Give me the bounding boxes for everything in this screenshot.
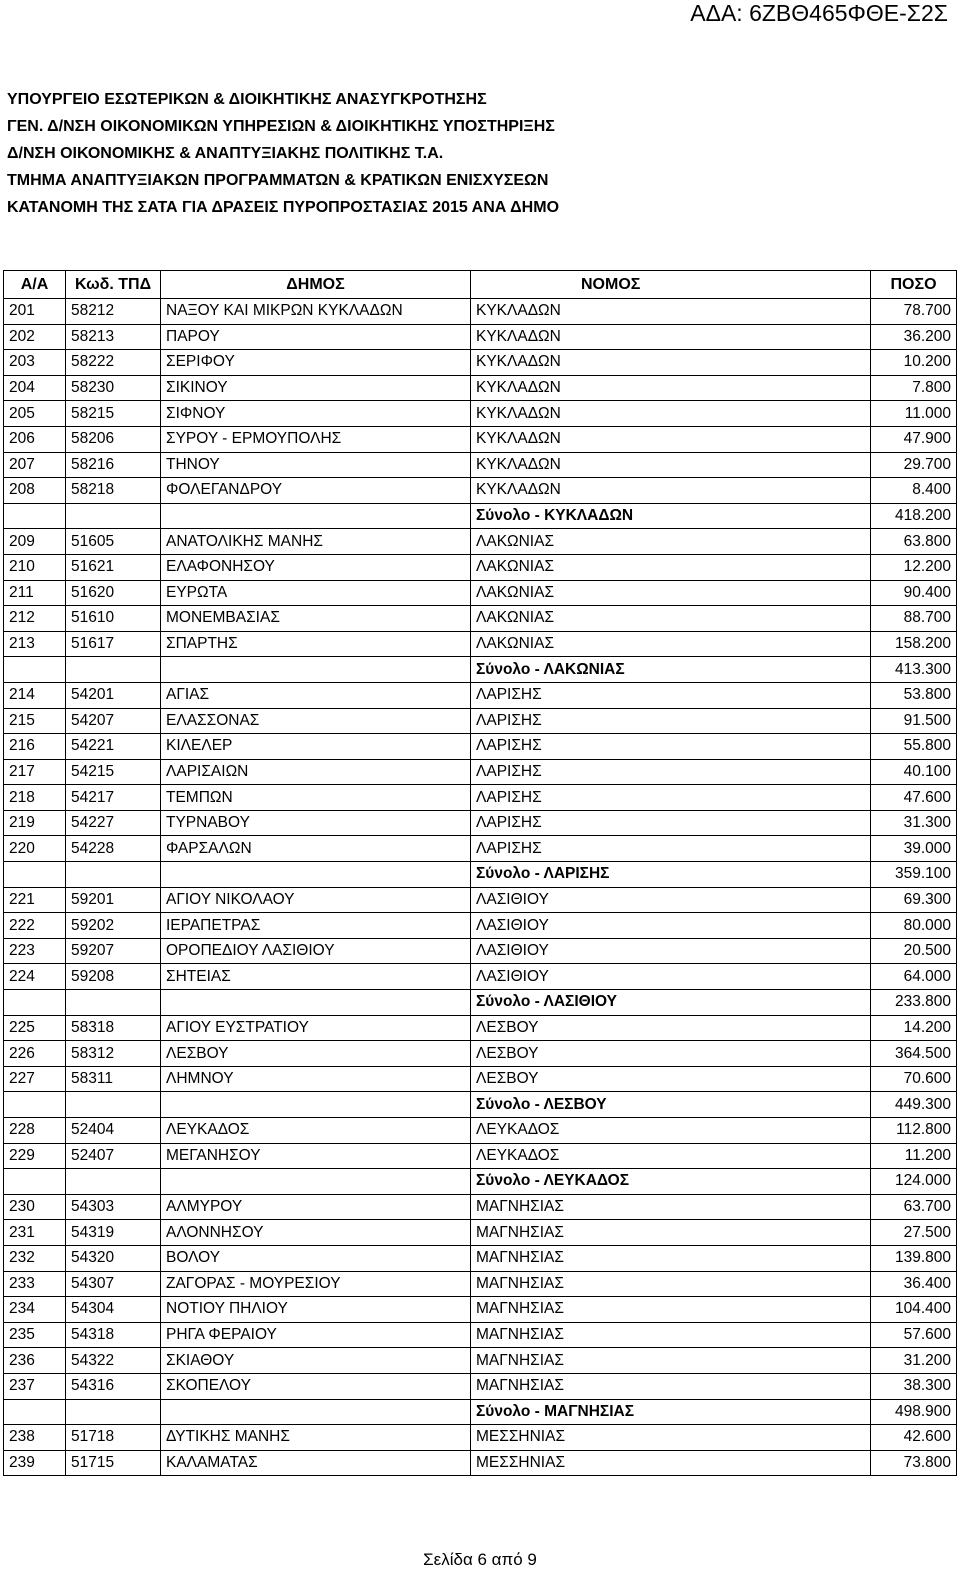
empty-cell <box>66 862 161 888</box>
header-line-ministry: ΥΠΟΥΡΓΕΙΟ ΕΣΩΤΕΡΙΚΩΝ & ΔΙΟΙΚΗΤΙΚΗΣ ΑΝΑΣΥΓΚΡΟΤΗΣΗΣ <box>7 91 487 108</box>
cell-amount: 88.700 <box>871 606 957 632</box>
cell-nomos: ΛΑΣΙΘΙΟΥ <box>471 887 871 913</box>
cell-code: 54307 <box>66 1271 161 1297</box>
cell-nomos: ΚΥΚΛΑΔΩΝ <box>471 299 871 325</box>
cell-amount: 29.700 <box>871 452 957 478</box>
cell-amount: 158.200 <box>871 631 957 657</box>
table-row <box>4 938 957 964</box>
cell-nomos: ΚΥΚΛΑΔΩΝ <box>471 401 871 427</box>
table-row <box>4 964 957 990</box>
table-row <box>4 401 957 427</box>
cell-code: 51605 <box>66 529 161 555</box>
table-row <box>4 1245 957 1271</box>
cell-amount: 63.700 <box>871 1194 957 1220</box>
cell-code: 59207 <box>66 938 161 964</box>
cell-dimos: ΑΝΑΤΟΛΙΚΗΣ ΜΑΝΗΣ <box>161 529 471 555</box>
cell-amount: 53.800 <box>871 682 957 708</box>
cell-amount: 31.300 <box>871 810 957 836</box>
cell-dimos: ΣΚΙΑΘΟΥ <box>161 1348 471 1374</box>
cell-amount: 139.800 <box>871 1245 957 1271</box>
cell-nomos: ΛΑΚΩΝΙΑΣ <box>471 529 871 555</box>
table-row <box>4 785 957 811</box>
empty-cell <box>4 503 66 529</box>
cell-nomos: ΛΕΥΚΑΔΟΣ <box>471 1118 871 1144</box>
cell-code: 54303 <box>66 1194 161 1220</box>
cell-dimos: ΣΠΑΡΤΗΣ <box>161 631 471 657</box>
cell-code: 59201 <box>66 887 161 913</box>
cell-amount: 90.400 <box>871 580 957 606</box>
subtotal-amount: 233.800 <box>871 990 957 1016</box>
cell-nomos: ΜΕΣΣΗΝΙΑΣ <box>471 1425 871 1451</box>
cell-nomos: ΛΕΣΒΟΥ <box>471 1066 871 1092</box>
cell-aa: 211 <box>4 580 66 606</box>
cell-amount: 55.800 <box>871 734 957 760</box>
table-row <box>4 299 957 325</box>
cell-amount: 10.200 <box>871 350 957 376</box>
cell-amount: 36.400 <box>871 1271 957 1297</box>
cell-aa: 213 <box>4 631 66 657</box>
cell-code: 51621 <box>66 554 161 580</box>
cell-nomos: ΛΑΡΙΣΗΣ <box>471 810 871 836</box>
cell-dimos: ΙΕΡΑΠΕΤΡΑΣ <box>161 913 471 939</box>
cell-dimos: ΣΚΟΠΕΛΟΥ <box>161 1373 471 1399</box>
empty-cell <box>4 862 66 888</box>
cell-code: 58218 <box>66 478 161 504</box>
table-row <box>4 913 957 939</box>
cell-dimos: ΤΗΝΟΥ <box>161 452 471 478</box>
cell-code: 58213 <box>66 324 161 350</box>
cell-nomos: ΛΑΣΙΘΙΟΥ <box>471 913 871 939</box>
cell-code: 58222 <box>66 350 161 376</box>
subtotal-row <box>4 862 957 888</box>
table-row <box>4 350 957 376</box>
cell-dimos: ΜΟΝΕΜΒΑΣΙΑΣ <box>161 606 471 632</box>
cell-aa: 206 <box>4 426 66 452</box>
table-row <box>4 1041 957 1067</box>
cell-nomos: ΛΑΚΩΝΙΑΣ <box>471 606 871 632</box>
cell-nomos: ΛΑΚΩΝΙΑΣ <box>471 631 871 657</box>
table-row <box>4 1143 957 1169</box>
cell-nomos: ΜΑΓΝΗΣΙΑΣ <box>471 1297 871 1323</box>
cell-dimos: ΛΑΡΙΣΑΙΩΝ <box>161 759 471 785</box>
cell-dimos: ΤΥΡΝΑΒΟΥ <box>161 810 471 836</box>
cell-aa: 217 <box>4 759 66 785</box>
cell-dimos: ΑΛΜΥΡΟΥ <box>161 1194 471 1220</box>
cell-nomos: ΜΑΓΝΗΣΙΑΣ <box>471 1194 871 1220</box>
cell-code: 58318 <box>66 1015 161 1041</box>
cell-aa: 216 <box>4 734 66 760</box>
cell-aa: 205 <box>4 401 66 427</box>
cell-aa: 218 <box>4 785 66 811</box>
cell-nomos: ΛΑΡΙΣΗΣ <box>471 785 871 811</box>
table-row <box>4 836 957 862</box>
cell-amount: 64.000 <box>871 964 957 990</box>
cell-amount: 20.500 <box>871 938 957 964</box>
cell-aa: 202 <box>4 324 66 350</box>
subtotal-amount: 418.200 <box>871 503 957 529</box>
table-row <box>4 478 957 504</box>
cell-aa: 208 <box>4 478 66 504</box>
table-row <box>4 452 957 478</box>
column-header-nomos: ΝΟΜΟΣ <box>471 271 871 299</box>
cell-amount: 112.800 <box>871 1118 957 1144</box>
table-row <box>4 708 957 734</box>
cell-code: 54215 <box>66 759 161 785</box>
empty-cell <box>161 1169 471 1195</box>
column-header-poso: ΠΟΣΟ <box>871 271 957 299</box>
cell-code: 58216 <box>66 452 161 478</box>
cell-dimos: ΣΗΤΕΙΑΣ <box>161 964 471 990</box>
empty-cell <box>66 1092 161 1118</box>
cell-amount: 63.800 <box>871 529 957 555</box>
empty-cell <box>66 1169 161 1195</box>
table-row <box>4 682 957 708</box>
empty-cell <box>161 1092 471 1118</box>
table-row <box>4 606 957 632</box>
cell-aa: 221 <box>4 887 66 913</box>
cell-nomos: ΚΥΚΛΑΔΩΝ <box>471 375 871 401</box>
cell-dimos: ΦΑΡΣΑΛΩΝ <box>161 836 471 862</box>
table-row <box>4 324 957 350</box>
cell-aa: 210 <box>4 554 66 580</box>
cell-nomos: ΚΥΚΛΑΔΩΝ <box>471 350 871 376</box>
table-row <box>4 1348 957 1374</box>
table-row <box>4 1450 957 1476</box>
cell-nomos: ΚΥΚΛΑΔΩΝ <box>471 426 871 452</box>
cell-aa: 203 <box>4 350 66 376</box>
subtotal-row <box>4 1399 957 1425</box>
cell-code: 59202 <box>66 913 161 939</box>
cell-nomos: ΜΑΓΝΗΣΙΑΣ <box>471 1245 871 1271</box>
empty-cell <box>4 990 66 1016</box>
table-row <box>4 734 957 760</box>
cell-nomos: ΛΕΣΒΟΥ <box>471 1041 871 1067</box>
table-header-row <box>4 271 957 299</box>
cell-nomos: ΛΑΣΙΘΙΟΥ <box>471 938 871 964</box>
cell-dimos: ΛΕΣΒΟΥ <box>161 1041 471 1067</box>
table-row <box>4 1322 957 1348</box>
cell-aa: 222 <box>4 913 66 939</box>
cell-amount: 104.400 <box>871 1297 957 1323</box>
document-title: ΚΑΤΑΝΟΜΗ ΤΗΣ ΣΑΤΑ ΓΙΑ ΔΡΑΣΕΙΣ ΠΥΡΟΠΡΟΣΤΑΣΙΑΣ 2015 ΑΝΑ ΔΗΜΟ <box>7 199 560 216</box>
cell-amount: 47.900 <box>871 426 957 452</box>
cell-code: 51610 <box>66 606 161 632</box>
cell-dimos: ΛΕΥΚΑΔΟΣ <box>161 1118 471 1144</box>
cell-code: 54227 <box>66 810 161 836</box>
cell-amount: 73.800 <box>871 1450 957 1476</box>
empty-cell <box>161 657 471 683</box>
cell-amount: 12.200 <box>871 554 957 580</box>
table-row <box>4 1297 957 1323</box>
cell-code: 51715 <box>66 1450 161 1476</box>
cell-dimos: ΦΟΛΕΓΑΝΔΡΟΥ <box>161 478 471 504</box>
subtotal-row <box>4 657 957 683</box>
cell-amount: 38.300 <box>871 1373 957 1399</box>
cell-amount: 27.500 <box>871 1220 957 1246</box>
column-header-aa: Α/Α <box>4 271 66 299</box>
table-row <box>4 1271 957 1297</box>
cell-code: 58215 <box>66 401 161 427</box>
table-row <box>4 375 957 401</box>
cell-aa: 215 <box>4 708 66 734</box>
cell-amount: 364.500 <box>871 1041 957 1067</box>
cell-amount: 14.200 <box>871 1015 957 1041</box>
cell-aa: 233 <box>4 1271 66 1297</box>
cell-dimos: ΑΓΙΟΥ ΕΥΣΤΡΑΤΙΟΥ <box>161 1015 471 1041</box>
table-row <box>4 759 957 785</box>
subtotal-row <box>4 1169 957 1195</box>
cell-code: 58206 <box>66 426 161 452</box>
cell-amount: 7.800 <box>871 375 957 401</box>
cell-dimos: ΣΕΡΙΦΟΥ <box>161 350 471 376</box>
cell-aa: 212 <box>4 606 66 632</box>
cell-amount: 78.700 <box>871 299 957 325</box>
subtotal-label: Σύνολο - ΜΑΓΝΗΣΙΑΣ <box>471 1399 871 1425</box>
cell-nomos: ΚΥΚΛΑΔΩΝ <box>471 324 871 350</box>
cell-amount: 11.200 <box>871 1143 957 1169</box>
cell-nomos: ΜΑΓΝΗΣΙΑΣ <box>471 1220 871 1246</box>
cell-code: 54316 <box>66 1373 161 1399</box>
subtotal-amount: 124.000 <box>871 1169 957 1195</box>
cell-dimos: ΚΙΛΕΛΕΡ <box>161 734 471 760</box>
column-header-code: Κωδ. ΤΠΔ <box>66 271 161 299</box>
cell-nomos: ΜΑΓΝΗΣΙΑΣ <box>471 1322 871 1348</box>
cell-nomos: ΛΑΚΩΝΙΑΣ <box>471 580 871 606</box>
cell-amount: 42.600 <box>871 1425 957 1451</box>
cell-nomos: ΜΑΓΝΗΣΙΑΣ <box>471 1271 871 1297</box>
cell-amount: 8.400 <box>871 478 957 504</box>
cell-amount: 39.000 <box>871 836 957 862</box>
cell-code: 52404 <box>66 1118 161 1144</box>
table-row <box>4 1220 957 1246</box>
cell-dimos: ΝΟΤΙΟΥ ΠΗΛΙΟΥ <box>161 1297 471 1323</box>
cell-dimos: ΤΕΜΠΩΝ <box>161 785 471 811</box>
cell-aa: 230 <box>4 1194 66 1220</box>
empty-cell <box>161 503 471 529</box>
cell-dimos: ΠΑΡΟΥ <box>161 324 471 350</box>
subtotal-label: Σύνολο - ΚΥΚΛΑΔΩΝ <box>471 503 871 529</box>
cell-aa: 224 <box>4 964 66 990</box>
cell-dimos: ΛΗΜΝΟΥ <box>161 1066 471 1092</box>
cell-aa: 226 <box>4 1041 66 1067</box>
table-body <box>4 299 957 1476</box>
cell-dimos: ΣΙΦΝΟΥ <box>161 401 471 427</box>
subtotal-row <box>4 503 957 529</box>
cell-amount: 91.500 <box>871 708 957 734</box>
table-row <box>4 810 957 836</box>
cell-aa: 223 <box>4 938 66 964</box>
cell-aa: 219 <box>4 810 66 836</box>
cell-nomos: ΜΑΓΝΗΣΙΑΣ <box>471 1373 871 1399</box>
cell-aa: 235 <box>4 1322 66 1348</box>
empty-cell <box>4 1169 66 1195</box>
cell-dimos: ΑΓΙΑΣ <box>161 682 471 708</box>
cell-code: 54320 <box>66 1245 161 1271</box>
cell-dimos: ΒΟΛΟΥ <box>161 1245 471 1271</box>
cell-dimos: ΖΑΓΟΡΑΣ - ΜΟΥΡΕΣΙΟΥ <box>161 1271 471 1297</box>
cell-code: 51718 <box>66 1425 161 1451</box>
cell-aa: 232 <box>4 1245 66 1271</box>
cell-dimos: ΔΥΤΙΚΗΣ ΜΑΝΗΣ <box>161 1425 471 1451</box>
cell-code: 51617 <box>66 631 161 657</box>
cell-nomos: ΚΥΚΛΑΔΩΝ <box>471 452 871 478</box>
table-row <box>4 529 957 555</box>
cell-aa: 204 <box>4 375 66 401</box>
empty-cell <box>161 990 471 1016</box>
subtotal-label: Σύνολο - ΛΑΚΩΝΙΑΣ <box>471 657 871 683</box>
ada-code: ΑΔΑ: 6ΖΒΘ465ΦΘΕ-Σ2Σ <box>690 0 948 26</box>
cell-dimos: ΑΓΙΟΥ ΝΙΚΟΛΑΟΥ <box>161 887 471 913</box>
table-row <box>4 1194 957 1220</box>
column-header-dimos: ΔΗΜΟΣ <box>161 271 471 299</box>
table-row <box>4 1373 957 1399</box>
cell-aa: 234 <box>4 1297 66 1323</box>
cell-nomos: ΛΑΣΙΘΙΟΥ <box>471 964 871 990</box>
cell-dimos: ΝΑΞΟΥ ΚΑΙ ΜΙΚΡΩΝ ΚΥΚΛΑΔΩΝ <box>161 299 471 325</box>
cell-aa: 237 <box>4 1373 66 1399</box>
empty-cell <box>66 503 161 529</box>
cell-aa: 238 <box>4 1425 66 1451</box>
cell-amount: 80.000 <box>871 913 957 939</box>
cell-dimos: ΚΑΛΑΜΑΤΑΣ <box>161 1450 471 1476</box>
allocation-table <box>3 270 957 1476</box>
cell-amount: 47.600 <box>871 785 957 811</box>
table-row <box>4 1015 957 1041</box>
cell-nomos: ΛΑΡΙΣΗΣ <box>471 759 871 785</box>
cell-nomos: ΛΑΡΙΣΗΣ <box>471 682 871 708</box>
cell-aa: 228 <box>4 1118 66 1144</box>
cell-dimos: ΜΕΓΑΝΗΣΟΥ <box>161 1143 471 1169</box>
cell-code: 58230 <box>66 375 161 401</box>
cell-dimos: ΕΛΑΦΟΝΗΣΟΥ <box>161 554 471 580</box>
cell-nomos: ΚΥΚΛΑΔΩΝ <box>471 478 871 504</box>
cell-aa: 207 <box>4 452 66 478</box>
cell-aa: 236 <box>4 1348 66 1374</box>
subtotal-label: Σύνολο - ΛΑΣΙΘΙΟΥ <box>471 990 871 1016</box>
empty-cell <box>4 1399 66 1425</box>
page-number: Σελίδα 6 από 9 <box>423 1550 537 1569</box>
cell-aa: 209 <box>4 529 66 555</box>
cell-aa: 239 <box>4 1450 66 1476</box>
cell-code: 58212 <box>66 299 161 325</box>
cell-dimos: ΟΡΟΠΕΔΙΟΥ ΛΑΣΙΘΙΟΥ <box>161 938 471 964</box>
cell-code: 54322 <box>66 1348 161 1374</box>
cell-amount: 57.600 <box>871 1322 957 1348</box>
cell-code: 54319 <box>66 1220 161 1246</box>
cell-code: 51620 <box>66 580 161 606</box>
cell-dimos: ΕΥΡΩΤΑ <box>161 580 471 606</box>
table-row <box>4 554 957 580</box>
header-line-directorate: Δ/ΝΣΗ ΟΙΚΟΝΟΜΙΚΗΣ & ΑΝΑΠΤΥΞΙΑΚΗΣ ΠΟΛΙΤΙΚΗΣ Τ.Α. <box>7 145 444 162</box>
table-row <box>4 631 957 657</box>
cell-dimos: ΡΗΓΑ ΦΕΡΑΙΟΥ <box>161 1322 471 1348</box>
subtotal-label: Σύνολο - ΛΑΡΙΣΗΣ <box>471 862 871 888</box>
cell-aa: 227 <box>4 1066 66 1092</box>
cell-code: 54304 <box>66 1297 161 1323</box>
subtotal-amount: 449.300 <box>871 1092 957 1118</box>
cell-nomos: ΜΕΣΣΗΝΙΑΣ <box>471 1450 871 1476</box>
empty-cell <box>161 862 471 888</box>
cell-code: 54228 <box>66 836 161 862</box>
cell-nomos: ΛΑΚΩΝΙΑΣ <box>471 554 871 580</box>
cell-dimos: ΕΛΑΣΣΟΝΑΣ <box>161 708 471 734</box>
cell-code: 52407 <box>66 1143 161 1169</box>
header-line-department: ΤΜΗΜΑ ΑΝΑΠΤΥΞΙΑΚΩΝ ΠΡΟΓΡΑΜΜΑΤΩΝ & ΚΡΑΤΙΚΩΝ ΕΝΙΣΧΥΣΕΩΝ <box>7 172 549 189</box>
subtotal-row <box>4 1092 957 1118</box>
cell-nomos: ΜΑΓΝΗΣΙΑΣ <box>471 1348 871 1374</box>
cell-amount: 11.000 <box>871 401 957 427</box>
empty-cell <box>4 1092 66 1118</box>
cell-code: 54207 <box>66 708 161 734</box>
subtotal-amount: 498.900 <box>871 1399 957 1425</box>
cell-dimos: ΣΙΚΙΝΟΥ <box>161 375 471 401</box>
cell-code: 54221 <box>66 734 161 760</box>
cell-dimos: ΣΥΡΟΥ - ΕΡΜΟΥΠΟΛΗΣ <box>161 426 471 452</box>
cell-code: 54201 <box>66 682 161 708</box>
empty-cell <box>66 990 161 1016</box>
cell-amount: 69.300 <box>871 887 957 913</box>
subtotal-amount: 359.100 <box>871 862 957 888</box>
table-row <box>4 887 957 913</box>
table-row <box>4 1425 957 1451</box>
cell-aa: 201 <box>4 299 66 325</box>
empty-cell <box>66 1399 161 1425</box>
cell-aa: 229 <box>4 1143 66 1169</box>
cell-aa: 225 <box>4 1015 66 1041</box>
cell-nomos: ΛΕΥΚΑΔΟΣ <box>471 1143 871 1169</box>
empty-cell <box>66 657 161 683</box>
table-row <box>4 580 957 606</box>
cell-code: 54217 <box>66 785 161 811</box>
subtotal-amount: 413.300 <box>871 657 957 683</box>
cell-nomos: ΛΑΡΙΣΗΣ <box>471 836 871 862</box>
cell-code: 58312 <box>66 1041 161 1067</box>
cell-aa: 214 <box>4 682 66 708</box>
cell-amount: 40.100 <box>871 759 957 785</box>
cell-nomos: ΛΕΣΒΟΥ <box>471 1015 871 1041</box>
cell-code: 58311 <box>66 1066 161 1092</box>
cell-nomos: ΛΑΡΙΣΗΣ <box>471 734 871 760</box>
subtotal-row <box>4 990 957 1016</box>
cell-code: 54318 <box>66 1322 161 1348</box>
cell-dimos: ΑΛΟΝΝΗΣΟΥ <box>161 1220 471 1246</box>
cell-aa: 231 <box>4 1220 66 1246</box>
empty-cell <box>4 657 66 683</box>
cell-aa: 220 <box>4 836 66 862</box>
table-row <box>4 426 957 452</box>
empty-cell <box>161 1399 471 1425</box>
cell-amount: 31.200 <box>871 1348 957 1374</box>
subtotal-label: Σύνολο - ΛΕΣΒΟΥ <box>471 1092 871 1118</box>
table-row <box>4 1118 957 1144</box>
header-line-general-directorate: ΓΕΝ. Δ/ΝΣΗ ΟΙΚΟΝΟΜΙΚΩΝ ΥΠΗΡΕΣΙΩΝ & ΔΙΟΙΚΗΤΙΚΗΣ ΥΠΟΣΤΗΡΙΞΗΣ <box>7 118 555 135</box>
cell-amount: 70.600 <box>871 1066 957 1092</box>
subtotal-label: Σύνολο - ΛΕΥΚΑΔΟΣ <box>471 1169 871 1195</box>
cell-nomos: ΛΑΡΙΣΗΣ <box>471 708 871 734</box>
document-header <box>7 86 559 221</box>
cell-amount: 36.200 <box>871 324 957 350</box>
cell-code: 59208 <box>66 964 161 990</box>
table-row <box>4 1066 957 1092</box>
